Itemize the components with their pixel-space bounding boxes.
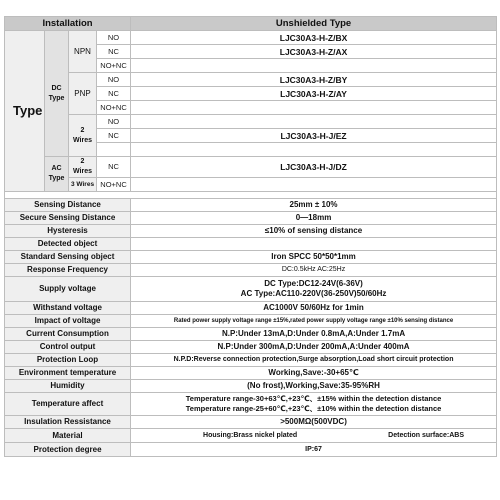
label-supply-voltage: Supply voltage bbox=[5, 277, 131, 302]
header-unshielded: Unshielded Type bbox=[131, 17, 497, 31]
model-dc2-nc: LJC30A3-H-J/EZ bbox=[131, 129, 497, 143]
npn-nonc: NO+NC bbox=[97, 59, 131, 73]
row-impact-voltage bbox=[5, 315, 497, 328]
pnp-label: PNP bbox=[69, 73, 97, 115]
model-ac2-nc: LJC30A3-H-J/DZ bbox=[131, 157, 497, 178]
value-protection-degree: IP:67 bbox=[131, 443, 497, 457]
spacer bbox=[5, 192, 497, 199]
value-response-frequency: DC:0.5kHz AC:25Hz bbox=[131, 264, 497, 277]
dc2-nc: NC bbox=[97, 129, 131, 143]
row-protection-degree bbox=[5, 443, 497, 457]
row-detected-object bbox=[5, 238, 497, 251]
dc2-no: NO bbox=[97, 115, 131, 129]
dc-2wires-label: 2 Wires bbox=[69, 115, 97, 157]
label-current-consumption: Current Consumption bbox=[5, 328, 131, 341]
npn-no: NO bbox=[97, 31, 131, 45]
supply-voltage-dc: DC Type:DC12-24V(6-36V) bbox=[264, 279, 363, 288]
value-current-consumption: N.P:Under 13mA,D:Under 0.8mA,A:Under 1.7mA bbox=[131, 328, 497, 341]
supply-voltage-ac: AC Type:AC110-220V(36-250V)50/60Hz bbox=[240, 289, 387, 298]
temperature-affect-line2: Temperature range-25+60℃,+23℃、±10% within the detection distance bbox=[185, 404, 442, 413]
row-protection-loop bbox=[5, 354, 497, 367]
value-withstand-voltage: AC1000V 50/60Hz for 1min bbox=[131, 302, 497, 315]
value-secure-distance: 0—18mm bbox=[131, 212, 497, 225]
label-material: Material bbox=[5, 429, 131, 443]
label-hysteresis: Hysteresis bbox=[5, 225, 131, 238]
header-row bbox=[5, 17, 497, 31]
dc2-blank bbox=[97, 143, 131, 157]
row-supply-voltage bbox=[5, 277, 497, 302]
value-temperature-affect bbox=[131, 393, 497, 416]
value-impact-voltage: Rated power supply voltage range ±15%,rated power supply voltage range ±10% sensing distance bbox=[131, 315, 497, 328]
value-supply-voltage bbox=[131, 277, 497, 302]
label-environment-temperature: Environment temperature bbox=[5, 367, 131, 380]
model-npn-nonc bbox=[131, 59, 497, 73]
row-humidity bbox=[5, 380, 497, 393]
label-humidity: Humidity bbox=[5, 380, 131, 393]
model-pnp-nc: LJC30A3-H-Z/AY bbox=[131, 87, 497, 101]
row-environment-temperature bbox=[5, 367, 497, 380]
npn-label: NPN bbox=[69, 31, 97, 73]
label-response-frequency: Response Frequency bbox=[5, 264, 131, 277]
temperature-affect-line1: Temperature range-30+63℃,+23℃、±15% within the detection distance bbox=[185, 394, 442, 403]
model-dc2-blank bbox=[131, 143, 497, 157]
label-sensing-distance: Sensing Distance bbox=[5, 199, 131, 212]
label-control-output: Control output bbox=[5, 341, 131, 354]
model-npn-nc: LJC30A3-H-Z/AX bbox=[131, 45, 497, 59]
value-protection-loop: N.P.D:Reverse connection protection,Surge absorption,Load short circuit protection bbox=[131, 354, 497, 367]
row-sensing-distance bbox=[5, 199, 497, 212]
ac-type-label: AC Type bbox=[45, 157, 69, 192]
row-current-consumption bbox=[5, 328, 497, 341]
label-withstand-voltage: Withstand voltage bbox=[5, 302, 131, 315]
material-housing: Housing:Brass nickel plated bbox=[203, 431, 298, 439]
ac2-nc: NC bbox=[97, 157, 131, 178]
value-detected-object bbox=[131, 238, 497, 251]
value-insulation-resistance: >500MΩ(500VDC) bbox=[131, 416, 497, 429]
row-temperature-affect bbox=[5, 393, 497, 416]
label-secure-distance: Secure Sensing Distance bbox=[5, 212, 131, 225]
label-standard-object: Standard Sensing object bbox=[5, 251, 131, 264]
row-response-frequency bbox=[5, 264, 497, 277]
pnp-nc: NC bbox=[97, 87, 131, 101]
npn-nc: NC bbox=[97, 45, 131, 59]
pnp-nonc: NO+NC bbox=[97, 101, 131, 115]
pnp-no: NO bbox=[97, 73, 131, 87]
model-npn-no: LJC30A3-H-Z/BX bbox=[131, 31, 497, 45]
label-temperature-affect: Temperature affect bbox=[5, 393, 131, 416]
header-installation: Installation bbox=[5, 17, 131, 31]
dc-type-label: DC Type bbox=[45, 31, 69, 157]
value-sensing-distance: 25mm ± 10% bbox=[131, 199, 497, 212]
model-ac3-nonc bbox=[131, 178, 497, 192]
material-surface: Detection surface:ABS bbox=[388, 431, 465, 439]
row-standard-object bbox=[5, 251, 497, 264]
row-material bbox=[5, 429, 497, 443]
row-secure-distance bbox=[5, 212, 497, 225]
value-material bbox=[131, 429, 497, 443]
label-detected-object: Detected object bbox=[5, 238, 131, 251]
label-protection-degree: Protection degree bbox=[5, 443, 131, 457]
ac-2wires-label: 2 Wires bbox=[69, 157, 97, 178]
spec-table bbox=[4, 16, 497, 457]
row-withstand-voltage bbox=[5, 302, 497, 315]
ac-3wires-label: 3 Wires bbox=[69, 178, 97, 192]
value-standard-object: Iron SPCC 50*50*1mm bbox=[131, 251, 497, 264]
row-insulation-resistance bbox=[5, 416, 497, 429]
value-environment-temperature: Working,Save:-30+65℃ bbox=[131, 367, 497, 380]
value-humidity: (No frost),Working,Save:35-95%RH bbox=[131, 380, 497, 393]
label-impact-voltage: Impact of voltage bbox=[5, 315, 131, 328]
type-label: Type bbox=[5, 31, 45, 192]
value-control-output: N.P:Under 300mA,D:Under 200mA,A:Under 400mA bbox=[131, 341, 497, 354]
model-pnp-nonc bbox=[131, 101, 497, 115]
label-protection-loop: Protection Loop bbox=[5, 354, 131, 367]
model-dc2-no bbox=[131, 115, 497, 129]
row-control-output bbox=[5, 341, 497, 354]
row-hysteresis bbox=[5, 225, 497, 238]
model-pnp-no: LJC30A3-H-Z/BY bbox=[131, 73, 497, 87]
value-hysteresis: ≤10% of sensing distance bbox=[131, 225, 497, 238]
ac3-nonc: NO+NC bbox=[97, 178, 131, 192]
label-insulation-resistance: Insulation Ressistance bbox=[5, 416, 131, 429]
